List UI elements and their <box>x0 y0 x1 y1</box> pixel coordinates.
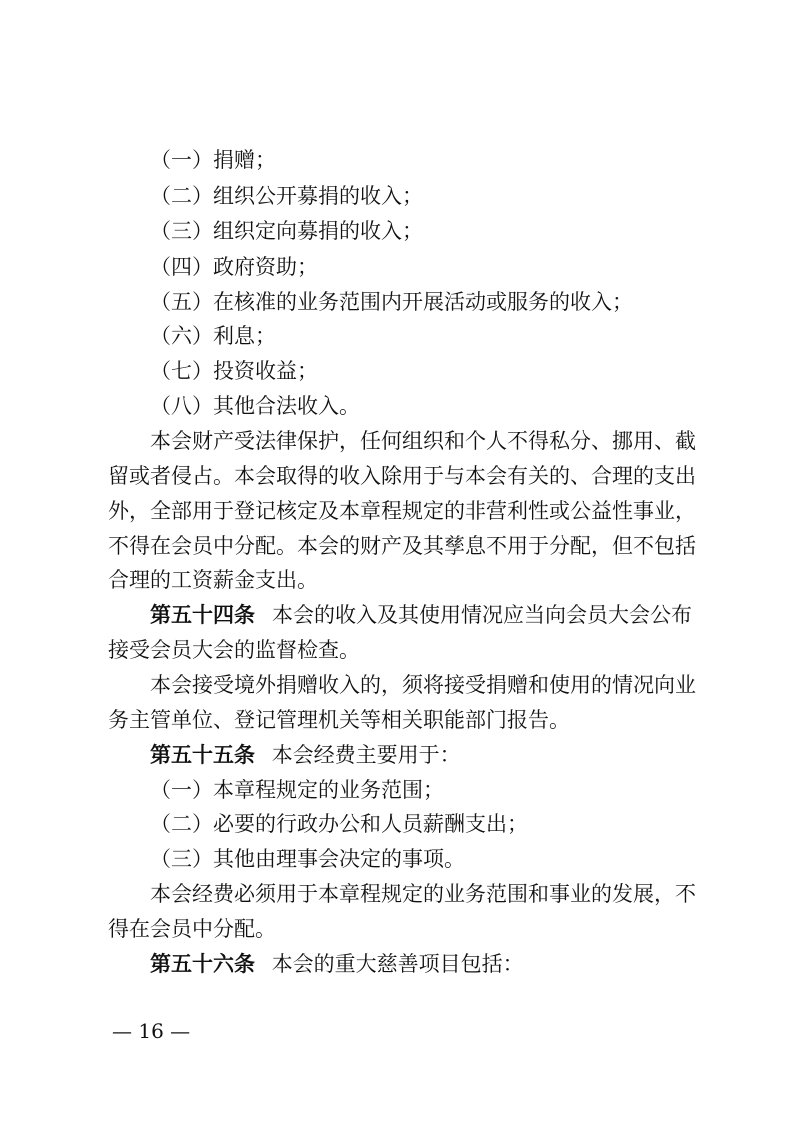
paragraph-line: 本会经费必须用于本章程规定的业务范围和事业的发展，不 <box>150 882 696 906</box>
paragraph-line: 接受会员大会的监督检查。 <box>108 638 360 662</box>
paragraph-line: 得在会员中分配。 <box>108 917 276 941</box>
article-text: 本会的收入及其使用情况应当向会员大会公布 <box>272 603 692 627</box>
paragraph-line: 本会接受境外捐赠收入的，须将接受捐赠和使用的情况向业 <box>150 673 696 697</box>
article-55-heading <box>150 741 461 769</box>
paragraph-line: 外，全部用于登记核定及本章程规定的非营利性或公益性事业， <box>108 499 696 523</box>
article-text: 本会的重大慈善项目包括： <box>271 952 524 976</box>
list-item: （二）组织公开募捐的收入； <box>150 184 423 208</box>
article-text: 本会经费主要用于： <box>271 743 461 767</box>
article-label: 第五十五条 <box>150 743 255 767</box>
paragraph-line: 本会财产受法律保护，任何组织和个人不得私分、挪用、截 <box>150 429 696 453</box>
list-item: （三）其他由理事会决定的事项。 <box>150 847 465 871</box>
list-item: （七）投资收益； <box>150 359 318 383</box>
list-item: （八）其他合法收入。 <box>150 394 360 418</box>
list-item: （五）在核准的业务范围内开展活动或服务的收入； <box>150 290 633 314</box>
list-item: （一）捐赠； <box>150 148 276 172</box>
list-item: （二）必要的行政办公和人员薪酬支出； <box>150 812 528 836</box>
list-item: （一）本章程规定的业务范围； <box>150 778 444 802</box>
article-56-heading <box>150 950 524 978</box>
list-item: （六）利息； <box>150 324 276 348</box>
list-item: （三）组织定向募捐的收入； <box>150 219 423 243</box>
article-54-heading <box>150 601 692 629</box>
article-label: 第五十四条 <box>150 603 255 627</box>
list-item: （四）政府资助； <box>150 255 318 279</box>
paragraph-line: 务主管单位、登记管理机关等相关职能部门报告。 <box>108 708 570 732</box>
paragraph-line: 留或者侵占。本会取得的收入除用于与本会有关的、合理的支出 <box>108 464 696 488</box>
article-label: 第五十六条 <box>150 952 255 976</box>
paragraph-line: 不得在会员中分配。本会的财产及其孳息不用于分配，但不包括 <box>108 534 696 558</box>
page-number: — 16 — <box>112 1019 191 1043</box>
paragraph-line: 合理的工资薪金支出。 <box>108 568 318 592</box>
